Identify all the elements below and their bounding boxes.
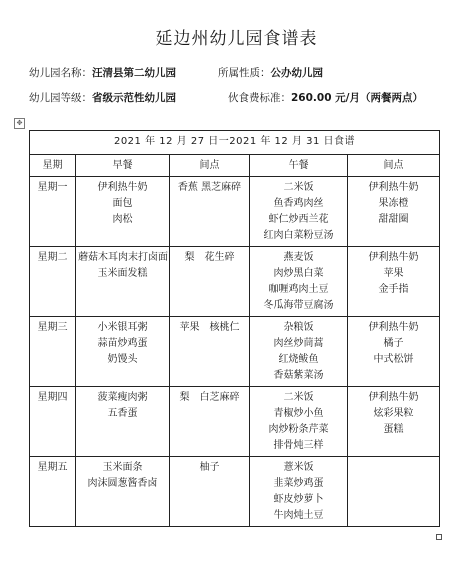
kindergarten-name	[29, 65, 176, 80]
header-day: 星期	[30, 155, 76, 177]
snack-morning-cell	[170, 177, 250, 247]
kindergarten-nature-value: 公办幼儿园	[270, 67, 323, 79]
table-row	[30, 457, 440, 527]
menu-item: 肉炒黑白菜	[273, 268, 324, 279]
header-snack-morning: 间点	[170, 155, 250, 177]
menu-item: 玉米面发糕	[97, 268, 148, 279]
menu-item: 薏米饭	[283, 462, 314, 473]
menu-table	[29, 130, 440, 527]
lunch-cell	[250, 317, 348, 387]
menu-item: 香蕉 黑芝麻碎	[177, 182, 242, 193]
menu-item: 冬瓜海带豆腐汤	[263, 300, 334, 311]
menu-item: 小米银耳粥	[97, 322, 148, 333]
snack-afternoon-cell	[348, 177, 440, 247]
snack-morning-cell	[170, 317, 250, 387]
menu-item: 韭菜炒鸡蛋	[273, 478, 324, 489]
day-cell: 星期一	[30, 177, 76, 247]
table-row	[30, 247, 440, 317]
menu-item: 燕麦饭	[283, 252, 314, 263]
day-cell: 星期四	[30, 387, 76, 457]
menu-item: 虾仁炒西兰花	[268, 214, 329, 225]
breakfast-cell	[76, 457, 170, 527]
meal-fee	[228, 90, 423, 105]
breakfast-cell	[76, 387, 170, 457]
menu-item: 肉炒粉条芹菜	[268, 424, 329, 435]
lunch-cell	[250, 247, 348, 317]
table-move-handle-icon[interactable]: ✥	[14, 118, 25, 129]
snack-morning-cell	[170, 457, 250, 527]
menu-item: 咖喱鸡肉土豆	[268, 284, 329, 295]
menu-item: 奶馒头	[107, 354, 138, 365]
menu-item: 果冻橙	[378, 198, 409, 209]
snack-afternoon-cell	[348, 387, 440, 457]
menu-item: 柚子	[199, 462, 220, 473]
menu-item: 苹果	[383, 268, 404, 279]
lunch-cell	[250, 457, 348, 527]
menu-item: 排骨炖三样	[273, 440, 324, 451]
meal-fee-value: 260.00 元/月（两餐两点）	[291, 92, 424, 104]
menu-item: 面包	[112, 198, 133, 209]
date-range: 2021 年 12 月 27 日一2021 年 12 月 31 日食谱	[30, 131, 440, 155]
menu-item: 红肉白菜粉豆汤	[263, 230, 334, 241]
snack-morning-cell	[170, 387, 250, 457]
breakfast-cell	[76, 177, 170, 247]
menu-item: 橘子	[383, 338, 404, 349]
table-row	[30, 387, 440, 457]
column-header-row	[30, 155, 440, 177]
lunch-cell	[250, 387, 348, 457]
menu-item: 金手指	[378, 284, 409, 295]
kindergarten-name-label: 幼儿园名称：	[29, 67, 92, 79]
menu-item: 伊利热牛奶	[97, 182, 148, 193]
snack-morning-cell	[170, 247, 250, 317]
header-lunch: 午餐	[250, 155, 348, 177]
breakfast-cell	[76, 247, 170, 317]
menu-item: 炫彩果粒	[373, 408, 414, 419]
table-resize-handle[interactable]	[436, 534, 442, 540]
menu-item: 鱼香鸡肉丝	[273, 198, 324, 209]
menu-item: 二米饭	[283, 182, 314, 193]
snack-afternoon-cell	[348, 247, 440, 317]
menu-item: 虾皮炒萝卜	[273, 494, 324, 505]
menu-item: 伊利热牛奶	[368, 252, 419, 263]
kindergarten-level	[29, 90, 176, 105]
table-row	[30, 177, 440, 247]
menu-item: 红烧鲅鱼	[278, 354, 319, 365]
day-cell: 星期五	[30, 457, 76, 527]
menu-item: 牛肉炖土豆	[273, 510, 324, 521]
menu-item: 香菇紫菜汤	[273, 370, 324, 381]
menu-item: 二米饭	[283, 392, 314, 403]
menu-item: 肉松	[112, 214, 133, 225]
snack-afternoon-cell	[348, 457, 440, 527]
kindergarten-nature	[218, 65, 323, 80]
meal-fee-label: 伙食费标准：	[228, 92, 291, 104]
menu-item: 蒜苗炒鸡蛋	[97, 338, 148, 349]
kindergarten-nature-label: 所属性质：	[218, 67, 271, 79]
breakfast-cell	[76, 317, 170, 387]
menu-item: 梨 白芝麻碎	[179, 392, 240, 403]
header-breakfast: 早餐	[76, 155, 170, 177]
menu-item: 伊利热牛奶	[368, 182, 419, 193]
snack-afternoon-cell	[348, 317, 440, 387]
menu-item: 青椒炒小鱼	[273, 408, 324, 419]
menu-item: 肉丝炒茼蒿	[273, 338, 324, 349]
date-range-row	[30, 131, 440, 155]
kindergarten-name-value: 汪清县第二幼儿园	[92, 67, 176, 79]
page-title: 延边州幼儿园食谱表	[155, 29, 318, 49]
menu-item: 蛋糕	[383, 424, 404, 435]
table-row	[30, 317, 440, 387]
menu-item: 菠菜瘦肉粥	[97, 392, 148, 403]
lunch-cell	[250, 177, 348, 247]
menu-item: 中式松饼	[373, 354, 414, 365]
day-cell: 星期二	[30, 247, 76, 317]
menu-item: 梨 花生碎	[184, 252, 235, 263]
menu-item: 伊利热牛奶	[368, 322, 419, 333]
menu-item: 苹果 核桃仁	[179, 322, 240, 333]
kindergarten-level-value: 省级示范性幼儿园	[92, 92, 176, 104]
day-cell: 星期三	[30, 317, 76, 387]
menu-item: 蘑菇木耳肉末打卤面	[78, 252, 168, 263]
menu-item: 五香蛋	[107, 408, 138, 419]
menu-item: 肉沫圆葱酱香卤	[87, 478, 158, 489]
menu-item: 甜甜圈	[378, 214, 409, 225]
menu-item: 玉米面条	[102, 462, 143, 473]
menu-item: 伊利热牛奶	[368, 392, 419, 403]
kindergarten-level-label: 幼儿园等级：	[29, 92, 92, 104]
header-snack-afternoon: 间点	[348, 155, 440, 177]
menu-item: 杂粮饭	[283, 322, 314, 333]
